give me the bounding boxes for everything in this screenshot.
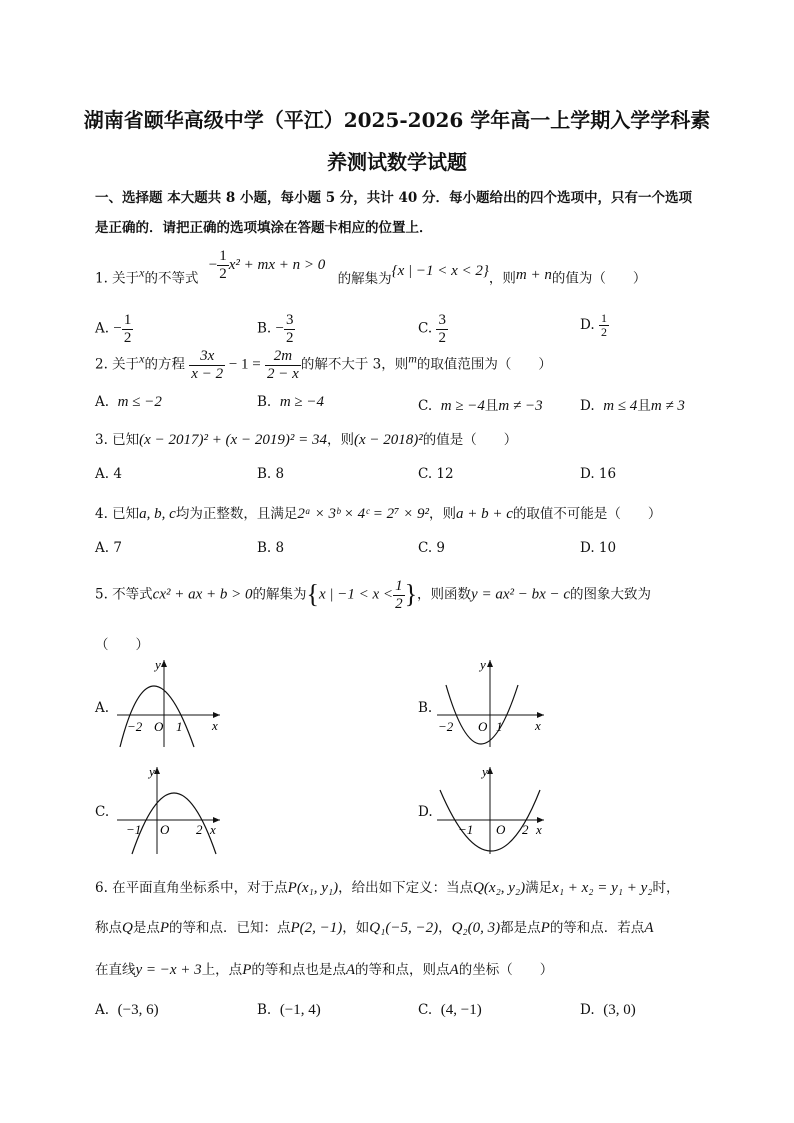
q4-option-c[interactable]: C. 9 <box>418 540 446 556</box>
q3-option-c[interactable]: C. 12 <box>418 466 454 482</box>
q5-a-tick1: −2 <box>127 719 143 734</box>
q4-option-b[interactable]: B. 8 <box>257 540 285 556</box>
q5-option-b-label[interactable]: B. <box>418 700 433 716</box>
q5-d-origin: O <box>496 822 506 837</box>
q5-b-tick1: −2 <box>438 719 454 734</box>
q2-option-a[interactable]: A. m ≤ −2 <box>95 394 162 410</box>
question-1 <box>95 248 647 296</box>
q5-option-c-label[interactable]: C. <box>95 804 110 820</box>
q5-d-tick2: 2 <box>522 822 529 837</box>
question-4: 4. 已知a, b, c均为正整数，且满足2ᵃ × 3ᵇ × 4ᶜ = 2⁷ × 9²，则a + b + c的取值不可能是（ ） <box>95 506 662 522</box>
q5-b-tick2: 1 <box>496 719 503 734</box>
q2-option-b[interactable]: B. m ≥ −4 <box>257 394 324 410</box>
q3-option-b[interactable]: B. 8 <box>257 466 285 482</box>
page-title-line2: 养测试数学试题 <box>327 150 467 174</box>
q5-d-x-label: x <box>536 822 542 837</box>
question-6-line2: 称点Q是点P的等和点．已知：点P(2, −1)，如Q₁(−5, −2)，Q₂(0, 3)都是点P的等和点．若点A <box>95 920 654 936</box>
q5-a-origin: O <box>154 719 164 734</box>
q5-graph-c[interactable] <box>112 762 227 857</box>
q3-option-a[interactable]: A. 4 <box>95 466 122 482</box>
question-5: 5. 不等式cx² + ax + b > 0的解集为{x | −1 < x < $\frac{1}{2}$ }，则函数y = ax² − bx − c的图象大致为 <box>95 578 652 612</box>
q5-a-x-label: x <box>212 718 218 733</box>
q3-option-d[interactable]: D. 16 <box>580 466 617 482</box>
question-6-line1: 6. 在平面直角坐标系中，对于点P(x₁, y₁)，给出如下定义：当点Q(x₂, y₂)满足x₁ + x₂ = y₁ + y₂时， <box>95 880 680 896</box>
question-2: 2. 关于$^x$的方程 $\frac{3x}{x - 2}$ − 1 = $\frac{2m}{2 - x}$ 的解不大于 3，则$^m$的取值范围为（ ） <box>95 348 552 382</box>
question-6-line3: 在直线y = −x + 3上，点P的等和点也是点A的等和点，则点A的坐标（ ） <box>95 962 554 978</box>
q4-option-a[interactable]: A. 7 <box>95 540 122 556</box>
q5-c-tick2: 2 <box>196 822 203 837</box>
q5-c-y-label: y <box>149 764 155 779</box>
section-header-line2: 是正确的．请把正确的选项填涂在答题卡相应的位置上． <box>95 220 433 236</box>
page-title: 湖南省颐华高级中学（平江）2025-2026 学年高一上学期入学学科素 <box>83 108 711 132</box>
q2-option-c[interactable]: C. m ≥ −4且m ≠ −3 <box>418 398 543 414</box>
q1-option-c[interactable]: C. $\frac{3}{2}$ <box>418 312 446 346</box>
q1-option-a[interactable]: A. − $\frac{1}{2}$ <box>95 312 132 346</box>
q6-option-c[interactable]: C. (4, −1) <box>418 1002 482 1018</box>
q1-set: {x | −1 < x < 2} <box>391 262 489 279</box>
q5-a-y-label: y <box>155 657 161 672</box>
q1-prefix: 1. 关于 <box>95 270 140 287</box>
q1-text3: ，则 <box>488 270 516 287</box>
q6-option-b[interactable]: B. (−1, 4) <box>257 1002 321 1018</box>
q5-b-y-label: y <box>480 657 486 672</box>
q5-b-origin: O <box>478 719 488 734</box>
question-3: 3. 已知(x − 2017)² + (x − 2019)² = 34，则(x − 2018)²的值是（ ） <box>95 432 518 448</box>
q5-b-x-label: x <box>535 718 541 733</box>
q1-text2: 的解集为 <box>337 270 392 287</box>
q5-c-tick1: −1 <box>126 822 142 837</box>
section-header: 一、选择题 本大题共 8 小题，每小题 5 分，共计 40 分．每小题给出的四个选项中，只有一个选项 <box>95 190 692 206</box>
q1-suffix: 的值为（ ） <box>551 270 647 287</box>
q2-option-d[interactable]: D. m ≤ 4且m ≠ 3 <box>580 398 685 414</box>
q1-option-b[interactable]: B. − $\frac{3}{2}$ <box>257 312 294 346</box>
q1-text: 的不等式 <box>144 270 199 287</box>
q1-option-d[interactable]: D. $\frac{1}{2}$ <box>580 311 607 340</box>
q1-expr: m + n <box>515 266 552 283</box>
q5-a-tick2: 1 <box>176 719 183 734</box>
q5-graph-b[interactable] <box>432 655 552 750</box>
q5-graph-a[interactable] <box>112 655 227 750</box>
q4-option-d[interactable]: D. 10 <box>580 540 617 556</box>
q5-c-origin: O <box>160 822 170 837</box>
q5-d-tick1: −1 <box>458 822 474 837</box>
q5-c-x-label: x <box>210 822 216 837</box>
q1-inequality: − $\frac{1}{2}$ x² + mx + n > 0 <box>208 248 326 282</box>
q5-answer-paren: （ ） <box>95 637 149 653</box>
q6-option-d[interactable]: D. (3, 0) <box>580 1002 636 1018</box>
q1-var: x <box>139 265 145 280</box>
q5-graph-d[interactable] <box>432 762 552 857</box>
q5-option-d-label[interactable]: D. <box>418 804 433 820</box>
q5-option-a-label[interactable]: A. <box>95 700 110 716</box>
q5-d-y-label: y <box>482 764 488 779</box>
q6-option-a[interactable]: A. (−3, 6) <box>95 1002 159 1018</box>
q1-half-frac: $\frac{1}{2}$ <box>219 248 227 282</box>
